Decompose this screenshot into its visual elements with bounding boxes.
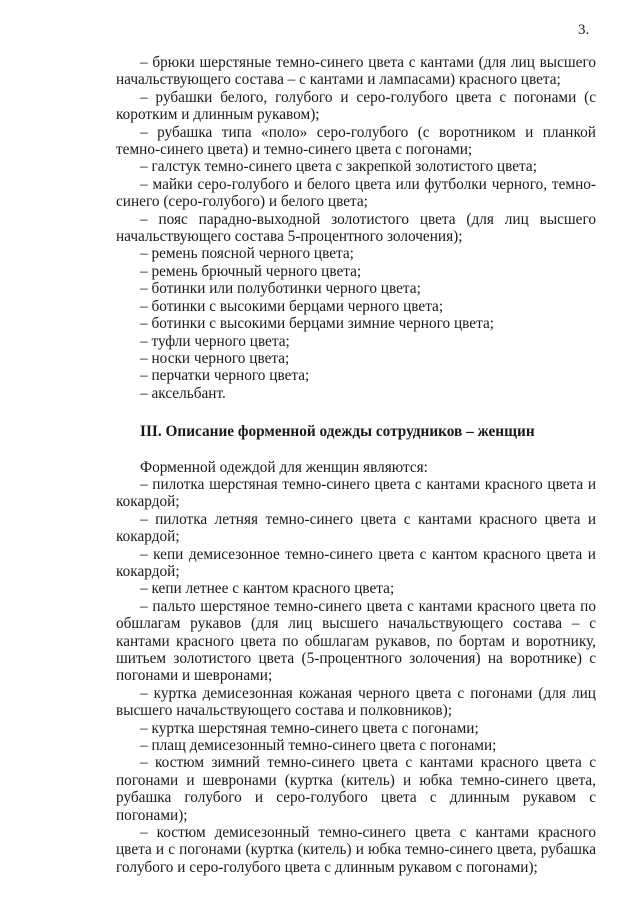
list-item: – пояс парадно-выходной золотистого цвета (для лиц высшего начальствующего состава 5-процентного золочения);: [116, 210, 596, 246]
uniform-items-women-list: [116, 476, 596, 876]
list-item: – ботинки с высокими берцами черного цвета;: [140, 297, 444, 315]
list-item: – майки серо-голубого и белого цвета или футболки черного, темно-синего (серо-голубого) и белого цвета;: [116, 175, 596, 211]
list-item: – рубашка типа «поло» серо-голубого (с воротником и планкой темно-синего цвета) и темно-синего цвета с погонами;: [116, 123, 596, 159]
list-item: – ремень поясной черного цвета;: [140, 245, 354, 263]
list-item: – перчатки черного цвета;: [140, 367, 310, 385]
list-item: – ремень брючный черного цвета;: [140, 262, 362, 280]
list-item: – ботинки или полуботинки черного цвета;: [140, 280, 421, 298]
list-item: – пальто шерстяное темно-синего цвета с кантами красного цвета по обшлагам рукавов (для лиц высшего начальствующего состава – с кантами красного цвета по обшлагам рукавов, по бортам и воротнику, шитьем золотистого цвета (5-процентного золочения) на воротнике) с погонами и шевронами;: [116, 597, 596, 685]
list-item: – куртка шерстяная темно-синего цвета с погонами;: [140, 719, 479, 737]
list-item: – плащ демисезонный темно-синего цвета с погонами;: [140, 737, 497, 755]
document-body: [116, 54, 596, 876]
list-item: – туфли черного цвета;: [140, 332, 290, 350]
list-item: – ботинки с высокими берцами зимние черного цвета;: [140, 315, 494, 333]
list-item: – кепи демисезонное темно-синего цвета с кантом красного цвета и кокардой;: [116, 545, 596, 580]
page-number: 3.: [578, 22, 590, 38]
list-item: – костюм демисезонный темно-синего цвета с кантами красного цвета и с погонами (куртка (китель) и юбка темно-синего цвета, рубашка голубого и серо-голубого цвета с длинным рукавом с погонами);: [116, 824, 596, 876]
list-item: – рубашки белого, голубого и серо-голубого цвета с погонами (с коротким и длинным рукавом);: [116, 88, 596, 124]
list-item: – костюм зимний темно-синего цвета с кантами красного цвета с погонами и шевронами (куртка (китель) и юбка темно-синего цвета, рубашка голубого и серо-голубого цвета с длинным рукавом с погонами);: [116, 754, 596, 824]
list-item: – пилотка шерстяная темно-синего цвета с кантами красного цвета и кокардой;: [116, 475, 596, 511]
section-heading: III. Описание форменной одежды сотрудников – женщин: [140, 423, 535, 441]
section-intro: Форменной одеждой для женщин являются:: [140, 458, 428, 476]
list-item: – галстук темно-синего цвета с закрепкой золотистого цвета;: [140, 158, 537, 176]
list-item: – куртка демисезонная кожаная черного цвета с погонами (для лиц высшего начальствующего состава и полковников);: [116, 684, 596, 720]
list-item: – носки черного цвета;: [140, 349, 290, 367]
list-item: – кепи летнее с кантом красного цвета;: [140, 580, 395, 598]
list-item: – брюки шерстяные темно-синего цвета с кантами (для лиц высшего начальствующего состава – с кантами и лампасами) красного цвета;: [116, 54, 596, 89]
list-item: – пилотка летняя темно-синего цвета с кантами красного цвета и кокардой;: [116, 510, 596, 546]
list-item: – аксельбант.: [140, 384, 226, 402]
uniform-items-men-list: [116, 54, 596, 402]
